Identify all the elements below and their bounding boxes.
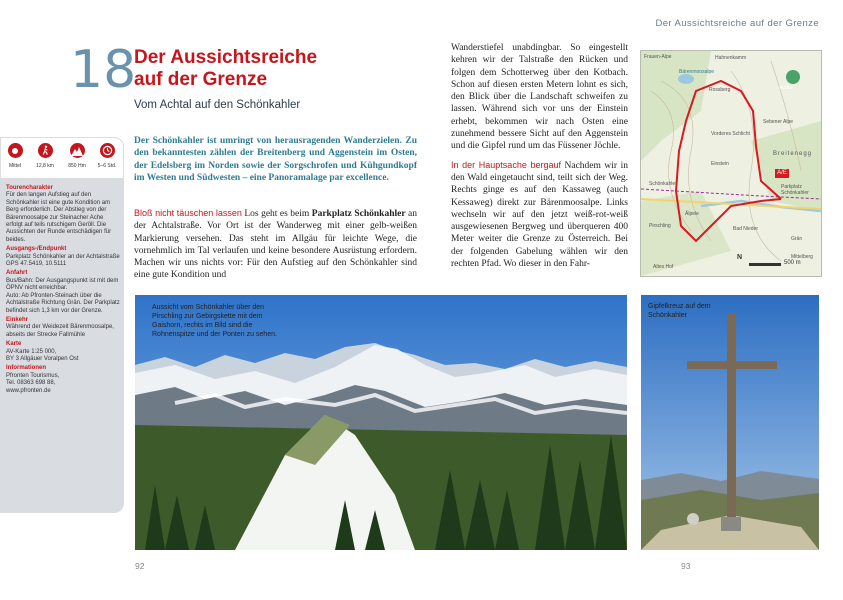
sb-text: Während der Weidezeit Bärenmoosalpe, abseits der Strecke Fallmühle	[6, 324, 114, 338]
map-label: Einstein	[711, 161, 729, 167]
map-label: Sebener Alpe	[763, 119, 794, 125]
sb-link[interactable]: www.pfronten.de	[6, 387, 51, 394]
stat-ascent	[65, 143, 89, 169]
summit-cross-caption: Gipfelkreuz auf dem Schönkahler	[648, 303, 711, 319]
tour-subtitle: Vom Achtal auf den Schönkahler	[134, 99, 301, 111]
sb-heading: Informationen	[6, 365, 46, 372]
sb-text: Parkplatz Schönkahler an der Achtalstraße	[6, 253, 120, 260]
stats-bar	[0, 137, 124, 179]
map-label: Bad Nieder	[733, 226, 759, 232]
map-label: Pirschling	[649, 223, 671, 229]
sb-text: Tel. 08363 698 88,	[6, 380, 56, 387]
map-label: Vorderes Schlicht	[711, 131, 750, 137]
body-bold: Parkplatz Schönkahler	[311, 209, 406, 219]
map-label: Hahnenkamm	[715, 55, 747, 61]
summit-cross-photo	[641, 295, 819, 550]
page-number-left: 92	[135, 561, 145, 571]
sb-text: Für den langen Aufstieg auf den Schönkahler ist eine gute Kondition am Berg erforderlich. Der Abstieg von der Bärenmoosalpe zur Steinacher Ache erfolgt auf teils rutschigem Geröll. Die Aussichten der Runde entschädigen für beides.	[6, 192, 112, 243]
tour-title	[134, 47, 334, 91]
ascent-icon	[70, 143, 85, 158]
summit-cross-image	[641, 295, 819, 550]
body-column-right	[451, 42, 628, 270]
intro-paragraph: Der Schönkahler ist umringt von herausragenden Wanderzielen. Zu den bekanntesten zählen der Breitenberg und Aggenstein im Osten, der Edelsberg im Norden sowie der Sorgschrofen und Kühgundkopf im Westen und Südwesten – eine Panoramalage par excellence.	[134, 136, 417, 184]
sb-ausgangspunkt	[6, 246, 120, 268]
sb-text: Pfronten Tourismus,	[6, 372, 60, 379]
map-label: Altes Hof	[653, 264, 674, 270]
sb-heading: Ausgangs-/Endpunkt	[6, 246, 67, 253]
sb-heading: Karte	[6, 341, 22, 348]
sb-text: BY 3 Allgäuer Voralpen Ost	[6, 355, 79, 362]
panorama-caption: Aussicht vom Schönkahler über den Pirschling zur Gebirgskette mit dem Gaishorn, rechts im Bild sind die Rohnenspitze und der Ponten zu sehen.	[152, 304, 277, 338]
stat-duration	[95, 143, 119, 169]
body-column-left	[134, 207, 417, 282]
hiker-icon	[38, 143, 53, 158]
map-label: Achtal	[779, 85, 793, 91]
lead-in: Bloß nicht täuschen lassen	[134, 208, 242, 218]
map-label: Breitenegg	[773, 151, 813, 157]
stat-label: Mittel	[9, 163, 21, 169]
map-label: Grän	[791, 236, 803, 242]
map-label: Parkplatz Schönkahler	[781, 184, 809, 196]
tour-title-line1: Der Aussichtsreiche	[134, 47, 318, 68]
clock-icon	[100, 143, 115, 158]
sb-text: Bus/Bahn: Der Ausgangspunkt ist mit dem ÖPNV nicht erreichbar.	[6, 277, 119, 292]
route-map	[640, 50, 822, 277]
map-label: Schönkahler	[649, 181, 677, 187]
map-label: Frauen-Alpe	[644, 54, 672, 60]
body-text: Nachdem wir in den Wald eingetaucht sind, teilt sich der Weg. Rechts ginge es auf den Kassaweg (auch Kessaweg) direkt zur Bärenmoosalpe. Links wechseln wir auf den jetzt weiß-rot-weiß ausgewiesenen Bergweg und überqueren 400 Meter weiter die Grenze zu Österreich. Bei der folgenden Gabelung wählen wir den rechten Pfad. Wo dieser in den Fahr-	[451, 160, 628, 270]
sb-informationen	[6, 365, 120, 395]
stat-distance	[33, 143, 57, 169]
lead-in: In der Hauptsache bergauf	[451, 159, 561, 170]
info-sidebar	[0, 137, 124, 513]
body-paragraph	[451, 159, 628, 271]
sb-heading: Einkehr	[6, 316, 29, 323]
sb-einkehr	[6, 317, 120, 339]
north-arrow-icon: N	[737, 254, 743, 261]
stat-label: 850 Hm	[68, 163, 86, 169]
map-label: Bärenmoosalpe	[679, 69, 715, 75]
map-label: Mittelberg	[791, 254, 813, 260]
sidebar-content	[6, 185, 120, 397]
stat-difficulty	[3, 143, 27, 169]
body-text: Los geht es beim	[244, 209, 312, 219]
scale-bar	[749, 263, 781, 266]
tour-number: 18	[70, 40, 137, 100]
difficulty-dot-icon	[8, 143, 23, 158]
body-text: an der Achtalstraße. Vor Ort ist der Wanderweg mit einer gelb-weißen Markierung versehen. Das steht im Allgäu für leichte Wege, die vornehmlich im Tal verlaufen und keine besondere Ausrüstung erfordern. Machen wir uns nichts vor: Für den Aufstieg auf den Schönkahler sind eine gute Kondition und	[134, 209, 418, 281]
scale-label: 500 m	[784, 260, 801, 266]
tour-title-line2: auf der Grenze	[134, 69, 268, 90]
stat-label: 12,8 km	[36, 163, 54, 169]
map-graphic	[641, 51, 821, 276]
running-head: Der Aussichtsreiche auf der Grenze	[655, 18, 819, 29]
map-label: Rossberg	[709, 87, 731, 93]
body-text: Wanderstiefel unabdingbar. So eingestellt kehren wir der Talstraße den Rücken und folgen dem Schotterweg über den Kotbach. Schon auf diesen ersten Metern lohnt es sich, den Blick über die Landschaft schweifen zu lassen. Während sich vor uns der Einstein erhebt, bekommen wir nach Osten eine zunehmend bessere Sicht auf den Aggenstein und die Gipfel rund um das Füssener Jöchle.	[451, 43, 628, 152]
waypoint-marker: A/E	[775, 169, 789, 178]
sb-karte	[6, 341, 120, 363]
sb-gps: GPS 47.5419, 10.5111	[6, 261, 67, 268]
sb-heading: Tourencharakter	[6, 185, 53, 191]
sb-heading: Anfahrt	[6, 270, 28, 277]
sb-tourencharakter	[6, 185, 120, 244]
sb-text: Auto: Ab Pfronten-Steinach über die Achtalstraße Richtung Grän. Der Parkplatz befindet sich 1,3 km vor der Grenze.	[6, 292, 120, 314]
sb-anfahrt	[6, 270, 120, 314]
sb-text: AV-Karte 1:25 000,	[6, 348, 57, 355]
stat-label: 5–6 Std.	[97, 163, 117, 169]
map-label: Älpele	[685, 211, 699, 217]
page-number-right: 93	[681, 561, 691, 571]
